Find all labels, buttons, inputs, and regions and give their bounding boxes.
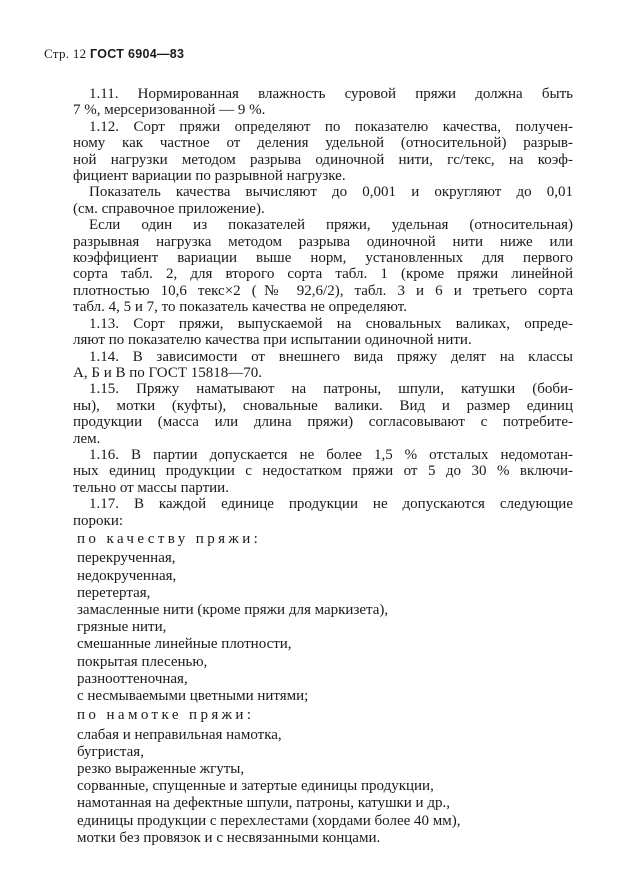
text-line: 1.11. Нормированная влажность суровой пряжи должна быть [89, 86, 573, 102]
text-line: 1.16. В партии допускается не более 1,5 % отсталых недомотан- [89, 446, 573, 463]
text-line: ному как частное от деления удельной (относительной) разрыв- [73, 135, 573, 152]
page-number: Стр. 12 [44, 46, 87, 61]
text-line: 1.12. Сорт пряжи определяют по показателю качества, получен- [89, 118, 573, 135]
list-item: резко выраженные жгуты, [77, 761, 245, 778]
list-item: замасленные нити (кроме пряжи для маркизета), [77, 601, 389, 618]
text-line: лем. [73, 430, 101, 447]
text-line: ны), мотки (куфты), сновальные валики. Вид и размер единиц [73, 397, 573, 414]
text-line: разрывная нагрузка методом разрыва одиночной нити ниже или [73, 233, 573, 250]
list-item: бугристая, [77, 743, 144, 760]
text-line: пороки: [73, 512, 124, 529]
text-line: плотностью 10,6 текс×2 (№ 92,6/2), табл. 3 и 6 и третьего сорта [73, 282, 573, 299]
list-item: покрытая плесенью, [77, 653, 208, 670]
section-title-winding: по намотке пряжи: [77, 707, 255, 724]
text-line: А, Б и В по ГОСТ 15818—70. [73, 364, 262, 381]
list-item: единицы продукции с перехлестами (хордами более 40 мм), [77, 812, 461, 829]
text-line: Показатель качества вычисляют до 0,001 и округляют до 0,01 [89, 184, 573, 201]
list-item: сорванные, спущенные и затертые единицы продукции, [77, 778, 434, 795]
text-line: 1.13. Сорт пряжи, выпускаемой на сновальных валиках, опреде- [89, 315, 573, 332]
text-line: (см. справочное приложение). [73, 200, 265, 217]
list-item: с несмываемыми цветными нитями; [77, 688, 309, 704]
list-item: недокрученная, [77, 567, 177, 584]
text-line: 1.17. В каждой единице продукции не допускаются следующие [89, 496, 573, 513]
text-line: ных единиц продукции с недостатком пряжи от 5 до 30 % включи- [73, 463, 573, 480]
standard-code: ГОСТ 6904—83 [90, 47, 185, 61]
paragraphs [73, 86, 573, 529]
page-header [44, 46, 184, 62]
list-item: мотки без провязок и с несвязанными концами. [77, 829, 381, 846]
list-item: перекрученная, [77, 550, 176, 567]
text-line: продукции (масса или длина пряжи) согласовывают с потребите- [73, 414, 573, 431]
document-body [73, 86, 573, 847]
defect-list-winding [77, 727, 573, 847]
list-item: смешанные линейные плотности, [77, 636, 292, 653]
list-item: грязные нити, [77, 619, 167, 636]
text-line: коэффициент вариации выше норм, установленных для первого [73, 250, 573, 267]
text-line: ной нагрузки методом разрыва одиночной нити, гс/текс, на коэф- [73, 151, 573, 168]
defect-list-quality [77, 550, 573, 705]
text-line: 1.14. В зависимости от внешнего вида пряжу делят на классы [89, 348, 573, 365]
list-item: перетертая, [77, 584, 151, 601]
list-item: разнооттеночная, [77, 670, 188, 687]
section-quality [77, 531, 573, 705]
section-title-quality: по качеству пряжи: [77, 530, 262, 547]
section-winding [77, 707, 573, 847]
text-line: 1.15. Пряжу наматывают на патроны, шпули, катушки (боби- [89, 381, 573, 398]
list-item: слабая и неправильная намотка, [77, 726, 282, 743]
text-line: табл. 4, 5 и 7, то показатель качества не определяют. [73, 299, 407, 316]
text-line: 7 %, мерсеризованной — 9 %. [73, 102, 266, 119]
text-line: фициент вариации по разрывной нагрузке. [73, 168, 346, 185]
text-line: тельно от массы партии. [73, 479, 229, 496]
list-item: намотанная на дефектные шпули, патроны, катушки и др., [77, 795, 450, 812]
text-line: ляют по показателю качества при испытании одиночной нити. [73, 332, 472, 349]
text-line: Если один из показателей пряжи, удельная (относительная) [89, 217, 573, 234]
text-line: сорта табл. 2, для второго сорта табл. 1 (кроме пряжи линейной [73, 266, 573, 283]
